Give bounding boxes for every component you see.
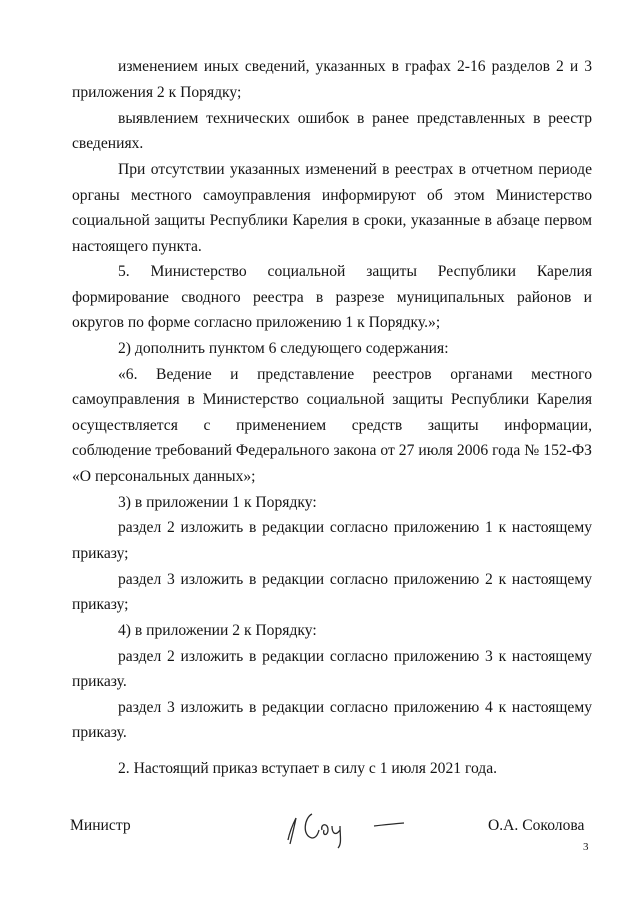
text-line: 4) в приложении 2 к Порядку:: [118, 622, 317, 639]
text-line: приказу;: [72, 545, 129, 562]
text-line: раздел 3 изложить в редакции согласно приложению 4 к настоящему: [118, 699, 592, 716]
text-line: «6. Ведение и представление реестров органами местного: [118, 366, 592, 383]
signatory-title: Министр: [70, 817, 131, 834]
text-line: осуществляется с применением средств защиты информации,: [72, 417, 592, 434]
handwritten-signature: [282, 800, 412, 850]
text-line: сведениях.: [72, 135, 144, 152]
text-line: социальной защиты Республики Карелия в сроки, указанные в абзаце первом: [72, 212, 592, 229]
text-line: раздел 3 изложить в редакции согласно приложению 2 к настоящему: [118, 571, 592, 588]
text-line: выявлением технических ошибок в ранее представленных в реестр: [118, 110, 592, 127]
text-line: При отсутствии указанных изменений в реестрах в отчетном периоде: [118, 161, 592, 178]
text-line: раздел 2 изложить в редакции согласно приложению 1 к настоящему: [118, 519, 592, 536]
text-line: 2) дополнить пунктом 6 следующего содержания:: [118, 340, 449, 357]
text-line: 5. Министерство социальной защиты Республики Карелия: [118, 263, 592, 280]
text-line: приказу.: [72, 724, 127, 741]
text-line: формирование сводного реестра в разрезе муниципальных районов и: [72, 289, 592, 306]
text-line: самоуправления в Министерство социальной защиты Республики Карелия: [72, 391, 592, 408]
text-line: «О персональных данных»;: [72, 468, 256, 485]
text-line: настоящего пункта.: [72, 238, 202, 255]
text-line: органы местного самоуправления информируют об этом Министерство: [72, 187, 592, 204]
text-line: приложения 2 к Порядку;: [72, 84, 242, 101]
text-line: изменением иных сведений, указанных в графах 2-16 разделов 2 и 3: [118, 58, 592, 75]
page-number: 3: [583, 841, 589, 853]
text-line: округов по форме согласно приложению 1 к Порядку.»;: [72, 314, 441, 331]
text-line: приказу.: [72, 673, 127, 690]
text-line: раздел 2 изложить в редакции согласно приложению 3 к настоящему: [118, 648, 592, 665]
text-line: 2. Настоящий приказ вступает в силу с 1 июля 2021 года.: [118, 760, 498, 777]
text-line: 3) в приложении 1 к Порядку:: [118, 494, 317, 511]
text-line: приказу;: [72, 596, 129, 613]
signatory-name: О.А. Соколова: [488, 817, 585, 834]
text-line: соблюдение требований Федерального закона от 27 июля 2006 года № 152-ФЗ: [72, 442, 592, 459]
